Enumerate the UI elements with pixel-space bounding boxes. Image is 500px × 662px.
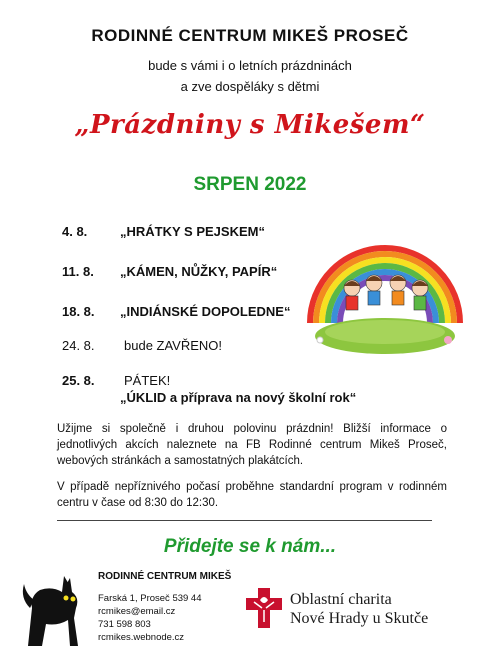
- weather-paragraph: V případě nepříznivého počasí proběhne standardní program v rodinném centru v čase od 8:30 do 12:30.: [57, 481, 447, 509]
- footer-phone: 731 598 803: [98, 619, 151, 630]
- schedule-text: bude ZAVŘENO!: [124, 338, 223, 353]
- footer-web[interactable]: rcmikes.webnode.cz: [98, 632, 185, 643]
- schedule-date: 18. 8.: [62, 304, 95, 319]
- join-us-text: Přidejte se k nám...: [163, 536, 337, 557]
- schedule-text: PÁTEK!: [124, 373, 171, 388]
- footer-email[interactable]: rcmikes@email.cz: [98, 606, 176, 617]
- charity-cross-logo: [244, 586, 284, 630]
- divider: [57, 520, 432, 521]
- subtitle-line-1: bude s vámi i o letních prázdninách: [148, 58, 352, 73]
- charity-name-line-1: Oblastní charita: [290, 591, 392, 608]
- footer-org-name: RODINNÉ CENTRUM MIKEŠ: [98, 571, 232, 582]
- subtitle-line-2: a zve dospěláky s dětmi: [180, 79, 320, 94]
- organization-title: RODINNÉ CENTRUM MIKEŠ PROSEČ: [91, 26, 409, 45]
- footer-address: Farská 1, Proseč 539 44: [98, 593, 202, 604]
- info-paragraph: Užijme si společně i druhou polovinu prázdnin! Bližší informace o jednotlivých akcích naleznete na FB Rodinné centrum Mikeš Proseč, webových stránkách a samostatných plakátcích.: [57, 423, 447, 467]
- schedule-date: 4. 8.: [62, 224, 88, 239]
- month-heading: SRPEN 2022: [193, 174, 307, 195]
- schedule-date: 25. 8.: [62, 373, 95, 388]
- schedule-text: „ÚKLID a příprava na nový školní rok“: [120, 390, 357, 405]
- charity-name-line-2: Nové Hrady u Skutče: [290, 610, 429, 627]
- event-title: „Prázdniny s Mikešem“: [74, 110, 426, 140]
- schedule-date: 11. 8.: [62, 264, 94, 279]
- schedule-text: „KÁMEN, NŮŽKY, PAPÍR“: [120, 264, 278, 279]
- schedule-date: 24. 8.: [62, 338, 95, 353]
- black-cat-icon: [18, 568, 88, 650]
- rainbow-children-illustration: [300, 228, 470, 356]
- charity-name: [290, 590, 428, 628]
- schedule-text: „INDIÁNSKÉ DOPOLEDNE“: [120, 304, 291, 319]
- schedule-text: „HRÁTKY S PEJSKEM“: [120, 224, 265, 239]
